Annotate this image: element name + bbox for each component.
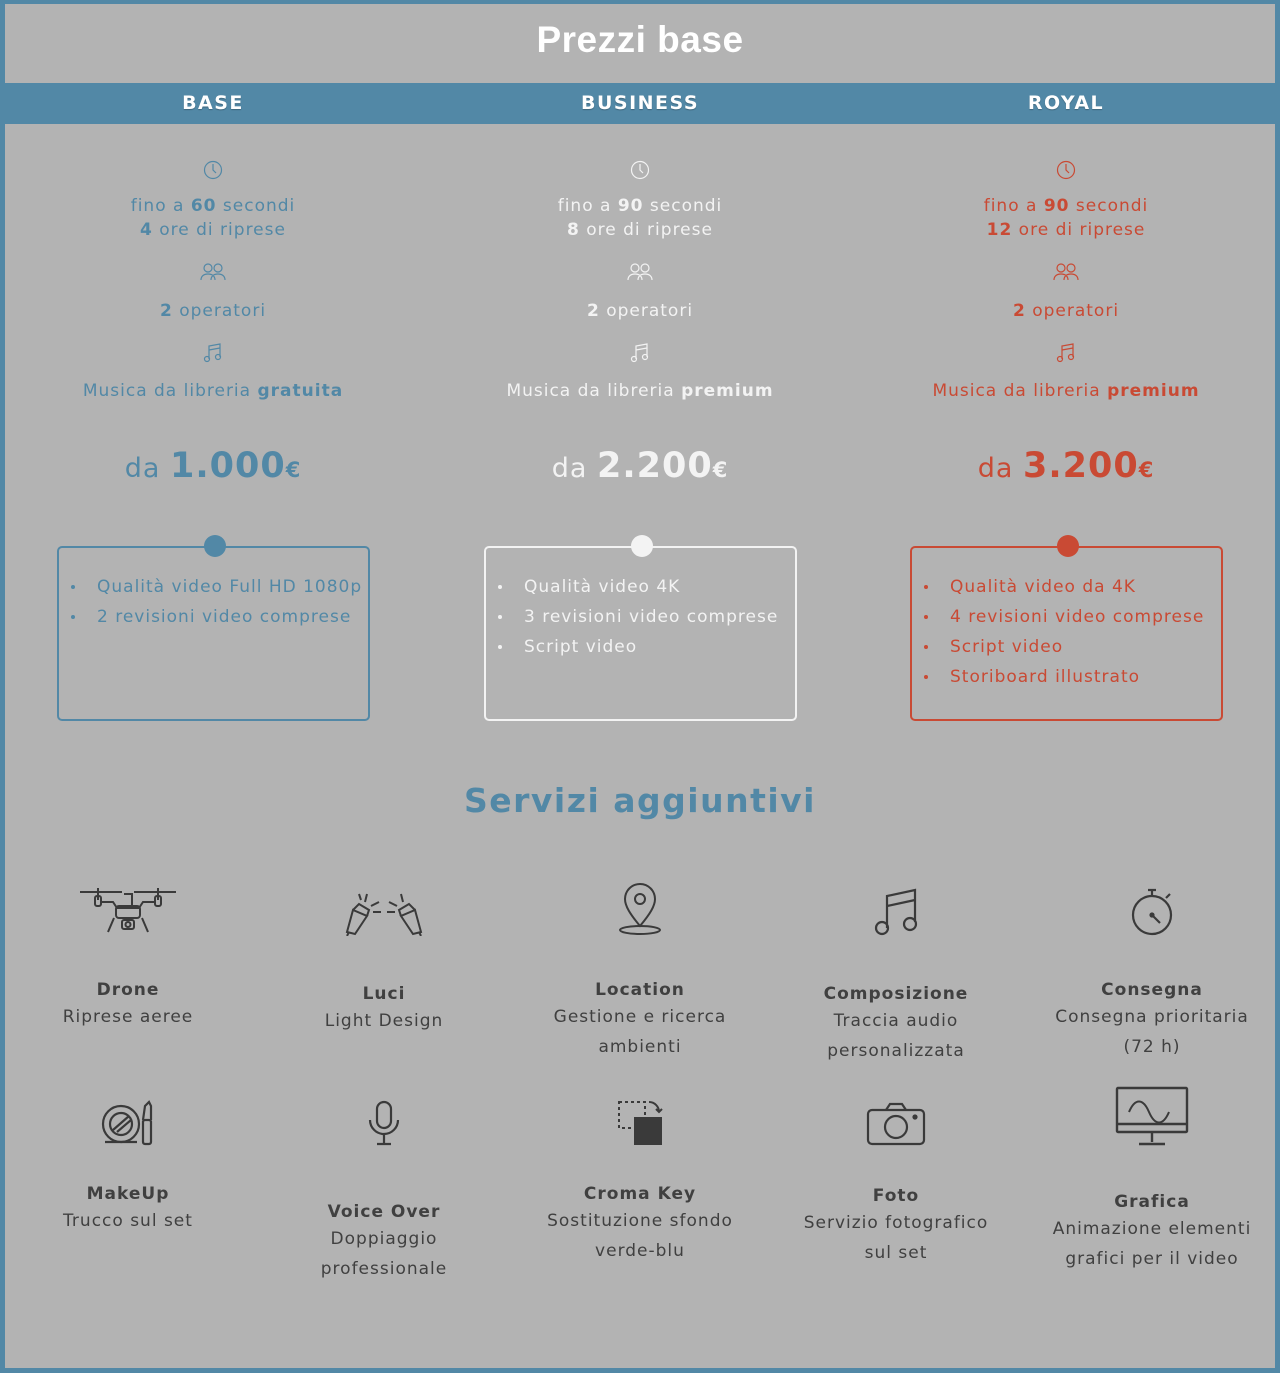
plan-features-box bbox=[57, 546, 370, 721]
stopwatch-icon bbox=[1024, 876, 1280, 936]
plan-column-royal bbox=[853, 124, 1279, 744]
plan-name-base: BASE bbox=[182, 92, 244, 114]
people-icon bbox=[0, 262, 426, 282]
service-name: Foto bbox=[872, 1186, 920, 1206]
service-desc: Sostituzione sfondo verde-blu bbox=[547, 1211, 733, 1261]
plan-name-royal: ROYAL bbox=[1027, 92, 1105, 114]
list-item: Script video bbox=[912, 632, 1221, 662]
plans-header-bar bbox=[5, 83, 1275, 124]
plan-price: da 1.000€ bbox=[124, 446, 302, 486]
plan-music: Musica da libreria premium bbox=[506, 381, 774, 401]
plan-duration: fino a 90 secondi bbox=[983, 196, 1149, 216]
plan-hours: 8 ore di riprese bbox=[567, 220, 713, 240]
plan-features-list bbox=[912, 548, 1221, 692]
service-foto bbox=[768, 1088, 1024, 1268]
service-luci bbox=[256, 876, 512, 1036]
music-icon bbox=[0, 342, 426, 364]
service-name: Grafica bbox=[1114, 1192, 1190, 1212]
clock-icon bbox=[427, 160, 853, 180]
service-name: Composizione bbox=[823, 984, 969, 1004]
list-item: 2 revisioni video comprese bbox=[59, 602, 368, 632]
list-item: Storiboard illustrato bbox=[912, 662, 1221, 692]
service-name: Voice Over bbox=[327, 1202, 441, 1222]
plan-dot bbox=[631, 535, 653, 557]
clock-icon bbox=[0, 160, 426, 180]
service-name: Consegna bbox=[1101, 980, 1203, 1000]
service-desc: Gestione e ricerca ambienti bbox=[553, 1007, 727, 1057]
plan-features-box bbox=[910, 546, 1223, 721]
plan-dot bbox=[1057, 535, 1079, 557]
service-location bbox=[512, 876, 768, 1062]
service-name: Drone bbox=[96, 980, 160, 1000]
service-croma-key bbox=[512, 1088, 768, 1266]
service-desc: Consegna prioritaria (72 h) bbox=[1055, 1007, 1249, 1057]
camera-icon bbox=[768, 1088, 1024, 1148]
list-item: 4 revisioni video comprese bbox=[912, 602, 1221, 632]
plan-operators: 2 operatori bbox=[1012, 301, 1120, 321]
microphone-icon bbox=[256, 1088, 512, 1148]
plan-price: da 3.200€ bbox=[977, 446, 1155, 486]
location-pin-icon bbox=[512, 876, 768, 936]
plan-duration: fino a 90 secondi bbox=[557, 196, 723, 216]
plan-column-base bbox=[0, 124, 426, 744]
list-item: 3 revisioni video comprese bbox=[486, 602, 795, 632]
music-icon bbox=[853, 342, 1279, 364]
clock-icon bbox=[853, 160, 1279, 180]
music-icon bbox=[427, 342, 853, 364]
plan-music: Musica da libreria gratuita bbox=[82, 381, 344, 401]
plan-name-business: BUSINESS bbox=[580, 92, 700, 114]
service-desc: Traccia audio personalizzata bbox=[827, 1011, 965, 1061]
plan-column-business bbox=[427, 124, 853, 744]
service-name: Luci bbox=[362, 984, 406, 1004]
plan-features-list bbox=[59, 548, 368, 632]
plan-operators: 2 operatori bbox=[159, 301, 267, 321]
service-name: Croma Key bbox=[583, 1184, 697, 1204]
music-note-icon bbox=[768, 876, 1024, 936]
plan-operators: 2 operatori bbox=[586, 301, 694, 321]
people-icon bbox=[853, 262, 1279, 282]
plan-hours: 12 ore di riprese bbox=[986, 220, 1146, 240]
people-icon bbox=[427, 262, 853, 282]
service-desc: Trucco sul set bbox=[63, 1211, 193, 1231]
service-voice-over bbox=[256, 1088, 512, 1284]
list-item: Qualità video Full HD 1080p bbox=[59, 572, 368, 602]
service-desc: Doppiaggio professionale bbox=[320, 1229, 448, 1279]
service-desc: Riprese aeree bbox=[62, 1007, 194, 1027]
service-composizione bbox=[768, 876, 1024, 1066]
makeup-icon bbox=[0, 1088, 256, 1148]
plan-features-list bbox=[486, 548, 795, 662]
service-makeup bbox=[0, 1088, 256, 1236]
plan-duration: fino a 60 secondi bbox=[130, 196, 296, 216]
service-desc: Light Design bbox=[324, 1011, 444, 1031]
page-title: Prezzi base bbox=[536, 19, 744, 60]
service-desc: Animazione elementi grafici per il video bbox=[1052, 1219, 1252, 1269]
list-item: Script video bbox=[486, 632, 795, 662]
plan-dot bbox=[204, 535, 226, 557]
service-consegna bbox=[1024, 876, 1280, 1062]
plan-features-box bbox=[484, 546, 797, 721]
plan-music: Musica da libreria premium bbox=[932, 381, 1200, 401]
drone-icon bbox=[0, 876, 256, 936]
plan-price: da 2.200€ bbox=[551, 446, 729, 486]
chroma-key-icon bbox=[512, 1088, 768, 1148]
lights-icon bbox=[256, 876, 512, 936]
service-drone bbox=[0, 876, 256, 1032]
service-name: MakeUp bbox=[86, 1184, 170, 1204]
plan-hours: 4 ore di riprese bbox=[140, 220, 286, 240]
service-name: Location bbox=[595, 980, 685, 1000]
services-title: Servizi aggiuntivi bbox=[464, 781, 816, 820]
list-item: Qualità video da 4K bbox=[912, 572, 1221, 602]
monitor-graphics-icon bbox=[1024, 1088, 1280, 1148]
list-item: Qualità video 4K bbox=[486, 572, 795, 602]
service-desc: Servizio fotografico sul set bbox=[803, 1213, 989, 1263]
service-grafica bbox=[1024, 1088, 1280, 1274]
title-bar bbox=[5, 4, 1275, 82]
